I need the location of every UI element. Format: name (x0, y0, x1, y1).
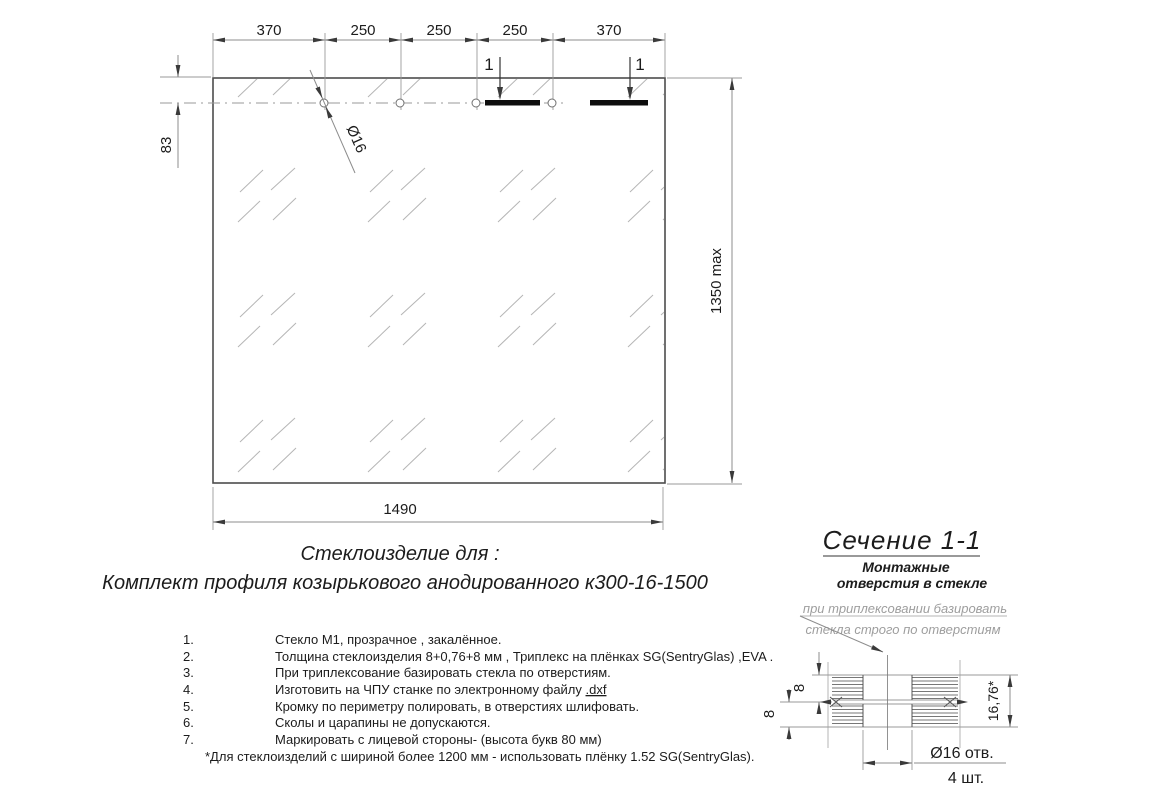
section-glass-body (780, 655, 1016, 750)
dim-left-83: 83 (158, 136, 175, 154)
glass-hatch-stroke (368, 76, 390, 97)
glass-hatch-stroke (368, 201, 390, 222)
glass-hatch-stroke (238, 76, 260, 97)
arrowhead (820, 699, 831, 704)
glass-hatch-stroke (368, 326, 390, 347)
note-underlined-filename: .dxf (585, 682, 607, 697)
glass-hatch-stroke (401, 418, 425, 440)
glass-hatch-stroke (663, 73, 686, 95)
note-text: При триплексование базировать стекла по отверстиям. (275, 665, 611, 680)
glass-hatch-stroke (368, 451, 390, 472)
dimension-right (667, 78, 742, 484)
glass-hatch-stroke (273, 198, 296, 220)
arrowhead (315, 86, 322, 98)
arrowhead (176, 103, 181, 115)
glass-hatch-stroke (628, 201, 650, 222)
arrowhead (389, 38, 401, 43)
arrowhead (1008, 715, 1013, 727)
dim-total-thickness: 16,76* (985, 680, 1001, 722)
glass-hatch-stroke (500, 295, 523, 317)
drawing-title (102, 543, 708, 594)
glass-hatch-stroke (500, 45, 523, 67)
glass-hatch-stroke (500, 420, 523, 442)
note-number: 4. (183, 682, 194, 697)
note-text: Маркировать с лицевой стороны- (высота букв 80 мм) (275, 732, 602, 747)
glass-hatch-stroke (628, 451, 650, 472)
section-view (761, 525, 1018, 787)
arrowhead (651, 520, 663, 525)
glass-hatch-stroke (403, 198, 426, 220)
glass-hatch-stroke (533, 448, 556, 470)
glass-hatch-stroke (531, 168, 555, 190)
section-cut-bar-2 (590, 100, 648, 106)
notes-list (183, 632, 773, 764)
glass-hatch-stroke (370, 295, 393, 317)
dim-top-3: 250 (426, 22, 452, 39)
dim-right-height: 1350 max (708, 248, 725, 314)
note-text: Изготовить на ЧПУ станке по электронному файлу .dxf (275, 682, 607, 697)
glass-hatch-stroke (663, 198, 686, 220)
glass-hatch-stroke (271, 293, 295, 315)
glass-hatch-stroke (630, 295, 653, 317)
glass-hatch-stroke (500, 170, 523, 192)
note-number: 7. (183, 732, 194, 747)
section-subtitle-2: отверстия в стекле (836, 575, 988, 591)
glass-hatch-stroke (663, 323, 686, 345)
glass-hatch-pattern (238, 43, 686, 472)
arrowhead (871, 645, 883, 652)
section-cut-marks (484, 55, 648, 106)
glass-hatch-stroke (531, 293, 555, 315)
arrowhead (313, 38, 325, 43)
dimension-bottom (213, 487, 663, 530)
glass-hatch-stroke (533, 323, 556, 345)
glass-hatch-stroke (533, 198, 556, 220)
glass-hatch-stroke (271, 168, 295, 190)
gray-note-line-2: стекла строго по отверстиям (805, 622, 1001, 637)
arrowhead (1008, 675, 1013, 687)
arrowhead (787, 727, 792, 739)
glass-hatch-stroke (630, 170, 653, 192)
section-cut-bar-1 (485, 100, 540, 106)
arrowhead (213, 38, 225, 43)
note-number: 2. (183, 649, 194, 664)
note-number: 3. (183, 665, 194, 680)
diameter-leader (310, 70, 370, 173)
glass-hatch-stroke (403, 448, 426, 470)
arrowhead (541, 38, 553, 43)
section-title: Сечение 1-1 (822, 525, 982, 555)
arrowhead (653, 38, 665, 43)
dim-top-4: 250 (502, 22, 528, 39)
glass-hatch-stroke (663, 448, 686, 470)
mounting-hole-4 (548, 99, 556, 107)
glass-hatch-stroke (273, 448, 296, 470)
note-footnote: *Для стеклоизделий с шириной более 1200 мм - использовать плёнку 1.52 SG(SentryGlas). (205, 749, 755, 764)
glass-hatch-stroke (531, 418, 555, 440)
arrowhead (325, 38, 337, 43)
note-number: 5. (183, 699, 194, 714)
arrowhead (957, 699, 968, 704)
glass-plan-view (213, 43, 686, 483)
mounting-hole-2 (396, 99, 404, 107)
arrowhead (176, 65, 181, 77)
section-hole-count: 4 шт. (947, 770, 985, 787)
section-hole-label: Ø16 отв. (930, 745, 994, 762)
dimension-left (158, 55, 211, 168)
glass-hatch-stroke (271, 43, 295, 65)
glass-hatch-stroke (271, 418, 295, 440)
note-number: 1. (183, 632, 194, 647)
arrowhead (401, 38, 413, 43)
arrowhead (730, 471, 735, 483)
mounting-hole-3 (472, 99, 480, 107)
glass-hatch-stroke (401, 293, 425, 315)
dim-glass-bottom: 8 (761, 709, 778, 719)
note-number: 6. (183, 715, 194, 730)
note-text: Кромку по периметру полировать, в отверстиях шлифовать. (275, 699, 640, 714)
dim-glass-top: 8 (791, 683, 808, 693)
hole-diameter-label: Ø16 (342, 122, 370, 156)
section-subtitle-1: Монтажные (862, 559, 950, 575)
glass-hatch-stroke (370, 45, 393, 67)
glass-hatch-stroke (630, 420, 653, 442)
glass-hatch-stroke (273, 323, 296, 345)
dimension-top (213, 22, 665, 110)
arrowhead (326, 107, 333, 119)
arrowhead (817, 702, 822, 714)
glass-hatch-stroke (498, 326, 520, 347)
glass-panel-outline (213, 78, 665, 483)
section-gray-note (800, 601, 1007, 652)
glass-hatch-stroke (238, 451, 260, 472)
arrowhead (817, 663, 822, 675)
glass-hatch-stroke (240, 170, 263, 192)
gray-note-line-1: при триплексовании базировать (802, 601, 1008, 616)
glass-hatch-stroke (240, 295, 263, 317)
section-hatch (832, 678, 958, 724)
section-dimensions (761, 652, 1018, 787)
glass-hatch-stroke (240, 420, 263, 442)
glass-hatch-stroke (240, 45, 263, 67)
arrowhead (213, 520, 225, 525)
glass-hatch-stroke (401, 43, 425, 65)
glass-hatch-stroke (628, 326, 650, 347)
section-mark-label-1: 1 (484, 55, 494, 74)
arrowhead (465, 38, 477, 43)
glass-hatch-stroke (273, 73, 296, 95)
glass-hatch-stroke (238, 201, 260, 222)
note-text: Сколы и царапины не допускаются. (275, 715, 491, 730)
section-mark-label-2: 1 (635, 55, 645, 74)
title-line-1: Стеклоизделие для : (300, 543, 500, 565)
title-line-2: Комплект профиля козырькового анодированного к300-16-1500 (102, 572, 708, 594)
dim-bottom-width: 1490 (383, 501, 417, 518)
glass-hatch-stroke (238, 326, 260, 347)
arrowhead (730, 78, 735, 90)
dim-top-1: 370 (256, 22, 282, 39)
glass-hatch-stroke (403, 323, 426, 345)
glass-hatch-stroke (370, 170, 393, 192)
section-header (823, 525, 988, 591)
dim-top-5: 370 (596, 22, 622, 39)
glass-hatch-stroke (403, 73, 426, 95)
arrowhead (553, 38, 565, 43)
glass-hatch-stroke (531, 43, 555, 65)
glass-hatch-stroke (498, 451, 520, 472)
dim-top-2: 250 (350, 22, 376, 39)
glass-hatch-stroke (401, 168, 425, 190)
arrowhead (863, 761, 875, 766)
glass-hatch-stroke (498, 201, 520, 222)
note-text: Толщина стеклоизделия 8+0,76+8 мм , Триплекс на плёнках SG(SentryGlas) ,EVA . (275, 649, 774, 664)
arrowhead (900, 761, 912, 766)
note-text: Стекло М1, прозрачное , закалённое. (275, 632, 502, 647)
arrowhead (787, 690, 792, 702)
glass-hatch-stroke (370, 420, 393, 442)
arrowhead (477, 38, 489, 43)
